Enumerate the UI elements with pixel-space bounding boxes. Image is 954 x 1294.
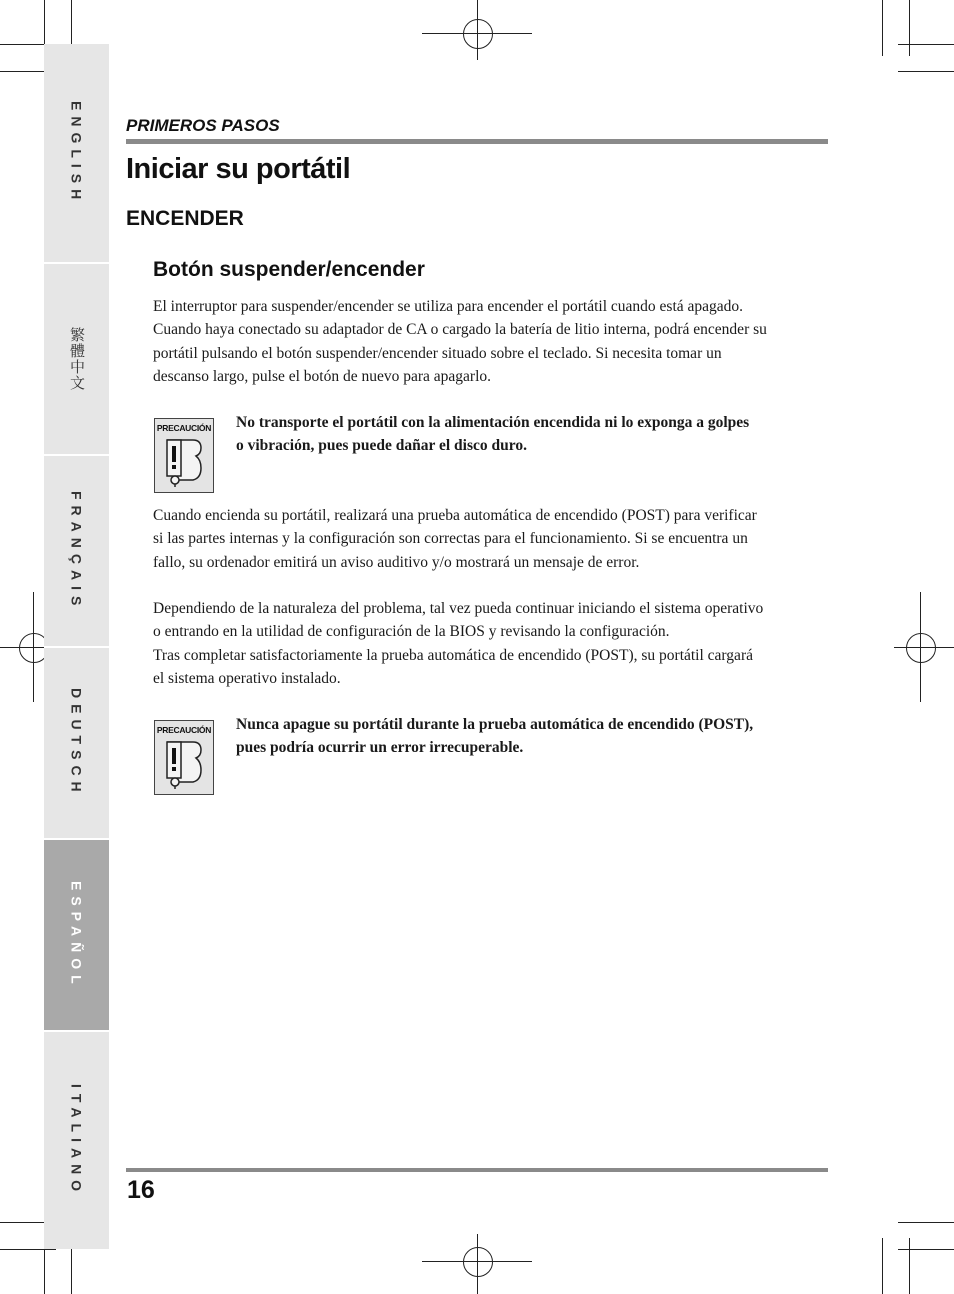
language-sidebar: [44, 44, 109, 1249]
text-line: No transporte el portátil con la alimentación encendida ni lo exponga a golpes: [236, 414, 750, 431]
text-line: Nunca apague su portátil durante la prueba automática de encendido (POST),: [236, 716, 754, 733]
warning-hand-icon: [163, 738, 209, 790]
tab-italiano-label: ITALIANO: [68, 1083, 85, 1198]
caution-text-post: [236, 713, 828, 760]
text-line: portátil pulsando el botón suspender/encender situado sobre el teclado. Si necesita tomar un: [153, 344, 722, 362]
text-line: si las partes internas y la configuración son correctas para el funcionamiento. Si se encuentra un: [153, 530, 748, 548]
paragraph-power-button: [153, 295, 828, 388]
caution-label: PRECAUCIÓN: [156, 423, 212, 433]
tab-traditional-chinese-label: 繁體中文: [68, 327, 85, 391]
footer-rule: [126, 1168, 828, 1172]
text-line: descanso largo, pulse el botón de nuevo para apagarlo.: [153, 367, 492, 385]
page-title: Iniciar su portátil: [126, 153, 351, 185]
caution-icon: [154, 418, 214, 493]
tab-deutsch-label: DEUTSCH: [68, 688, 85, 798]
tab-espanol-label: ESPAÑOL: [68, 880, 85, 990]
text-line: pues podría ocurrir un error irrecuperable.: [236, 739, 524, 757]
text-line: Dependiendo de la naturaleza del problema, tal vez pueda continuar iniciando el sistema operativo: [153, 600, 764, 617]
tab-espanol[interactable]: [44, 840, 109, 1030]
text-line: fallo, su ordenador emitirá un aviso auditivo y/o mostrará un mensaje de error.: [153, 553, 640, 571]
tab-italiano[interactable]: [44, 1032, 109, 1249]
tab-traditional-chinese[interactable]: [44, 264, 109, 454]
text-line: o entrando en la utilidad de configuración de la BIOS y revisando la configuración.: [153, 623, 670, 641]
tab-english[interactable]: [44, 44, 109, 262]
caution-icon: [154, 720, 214, 795]
tab-francais[interactable]: [44, 456, 109, 646]
text-line: Cuando haya conectado su adaptador de CA o cargado la batería de litio interna, podrá encender su: [153, 321, 767, 339]
caution-text-transport: [236, 411, 828, 458]
text-line: Tras completar satisfactoriamente la prueba automática de encendido (POST), su portátil cargará: [153, 646, 753, 664]
section-heading: ENCENDER: [126, 207, 244, 230]
tab-deutsch[interactable]: [44, 648, 109, 838]
subsection-heading: Botón suspender/encender: [153, 258, 425, 281]
header-rule: [126, 139, 828, 144]
warning-hand-icon: [163, 436, 209, 488]
text-line: o vibración, pues puede dañar el disco duro.: [236, 437, 527, 455]
text-line: el sistema operativo instalado.: [153, 669, 341, 687]
section-label: PRIMEROS PASOS: [126, 116, 280, 135]
paragraph-problem-continue: [153, 597, 828, 690]
caution-label: PRECAUCIÓN: [156, 725, 212, 735]
page-number: 16: [127, 1176, 155, 1204]
text-line: Cuando encienda su portátil, realizará una prueba automática de encendido (POST) para verificar: [153, 507, 757, 524]
paragraph-post: [153, 504, 828, 574]
tab-francais-label: FRANÇAIS: [68, 490, 85, 612]
tab-english-label: ENGLISH: [68, 100, 85, 206]
text-line: El interruptor para suspender/encender se utiliza para encender el portátil cuando está apagado.: [153, 298, 744, 315]
